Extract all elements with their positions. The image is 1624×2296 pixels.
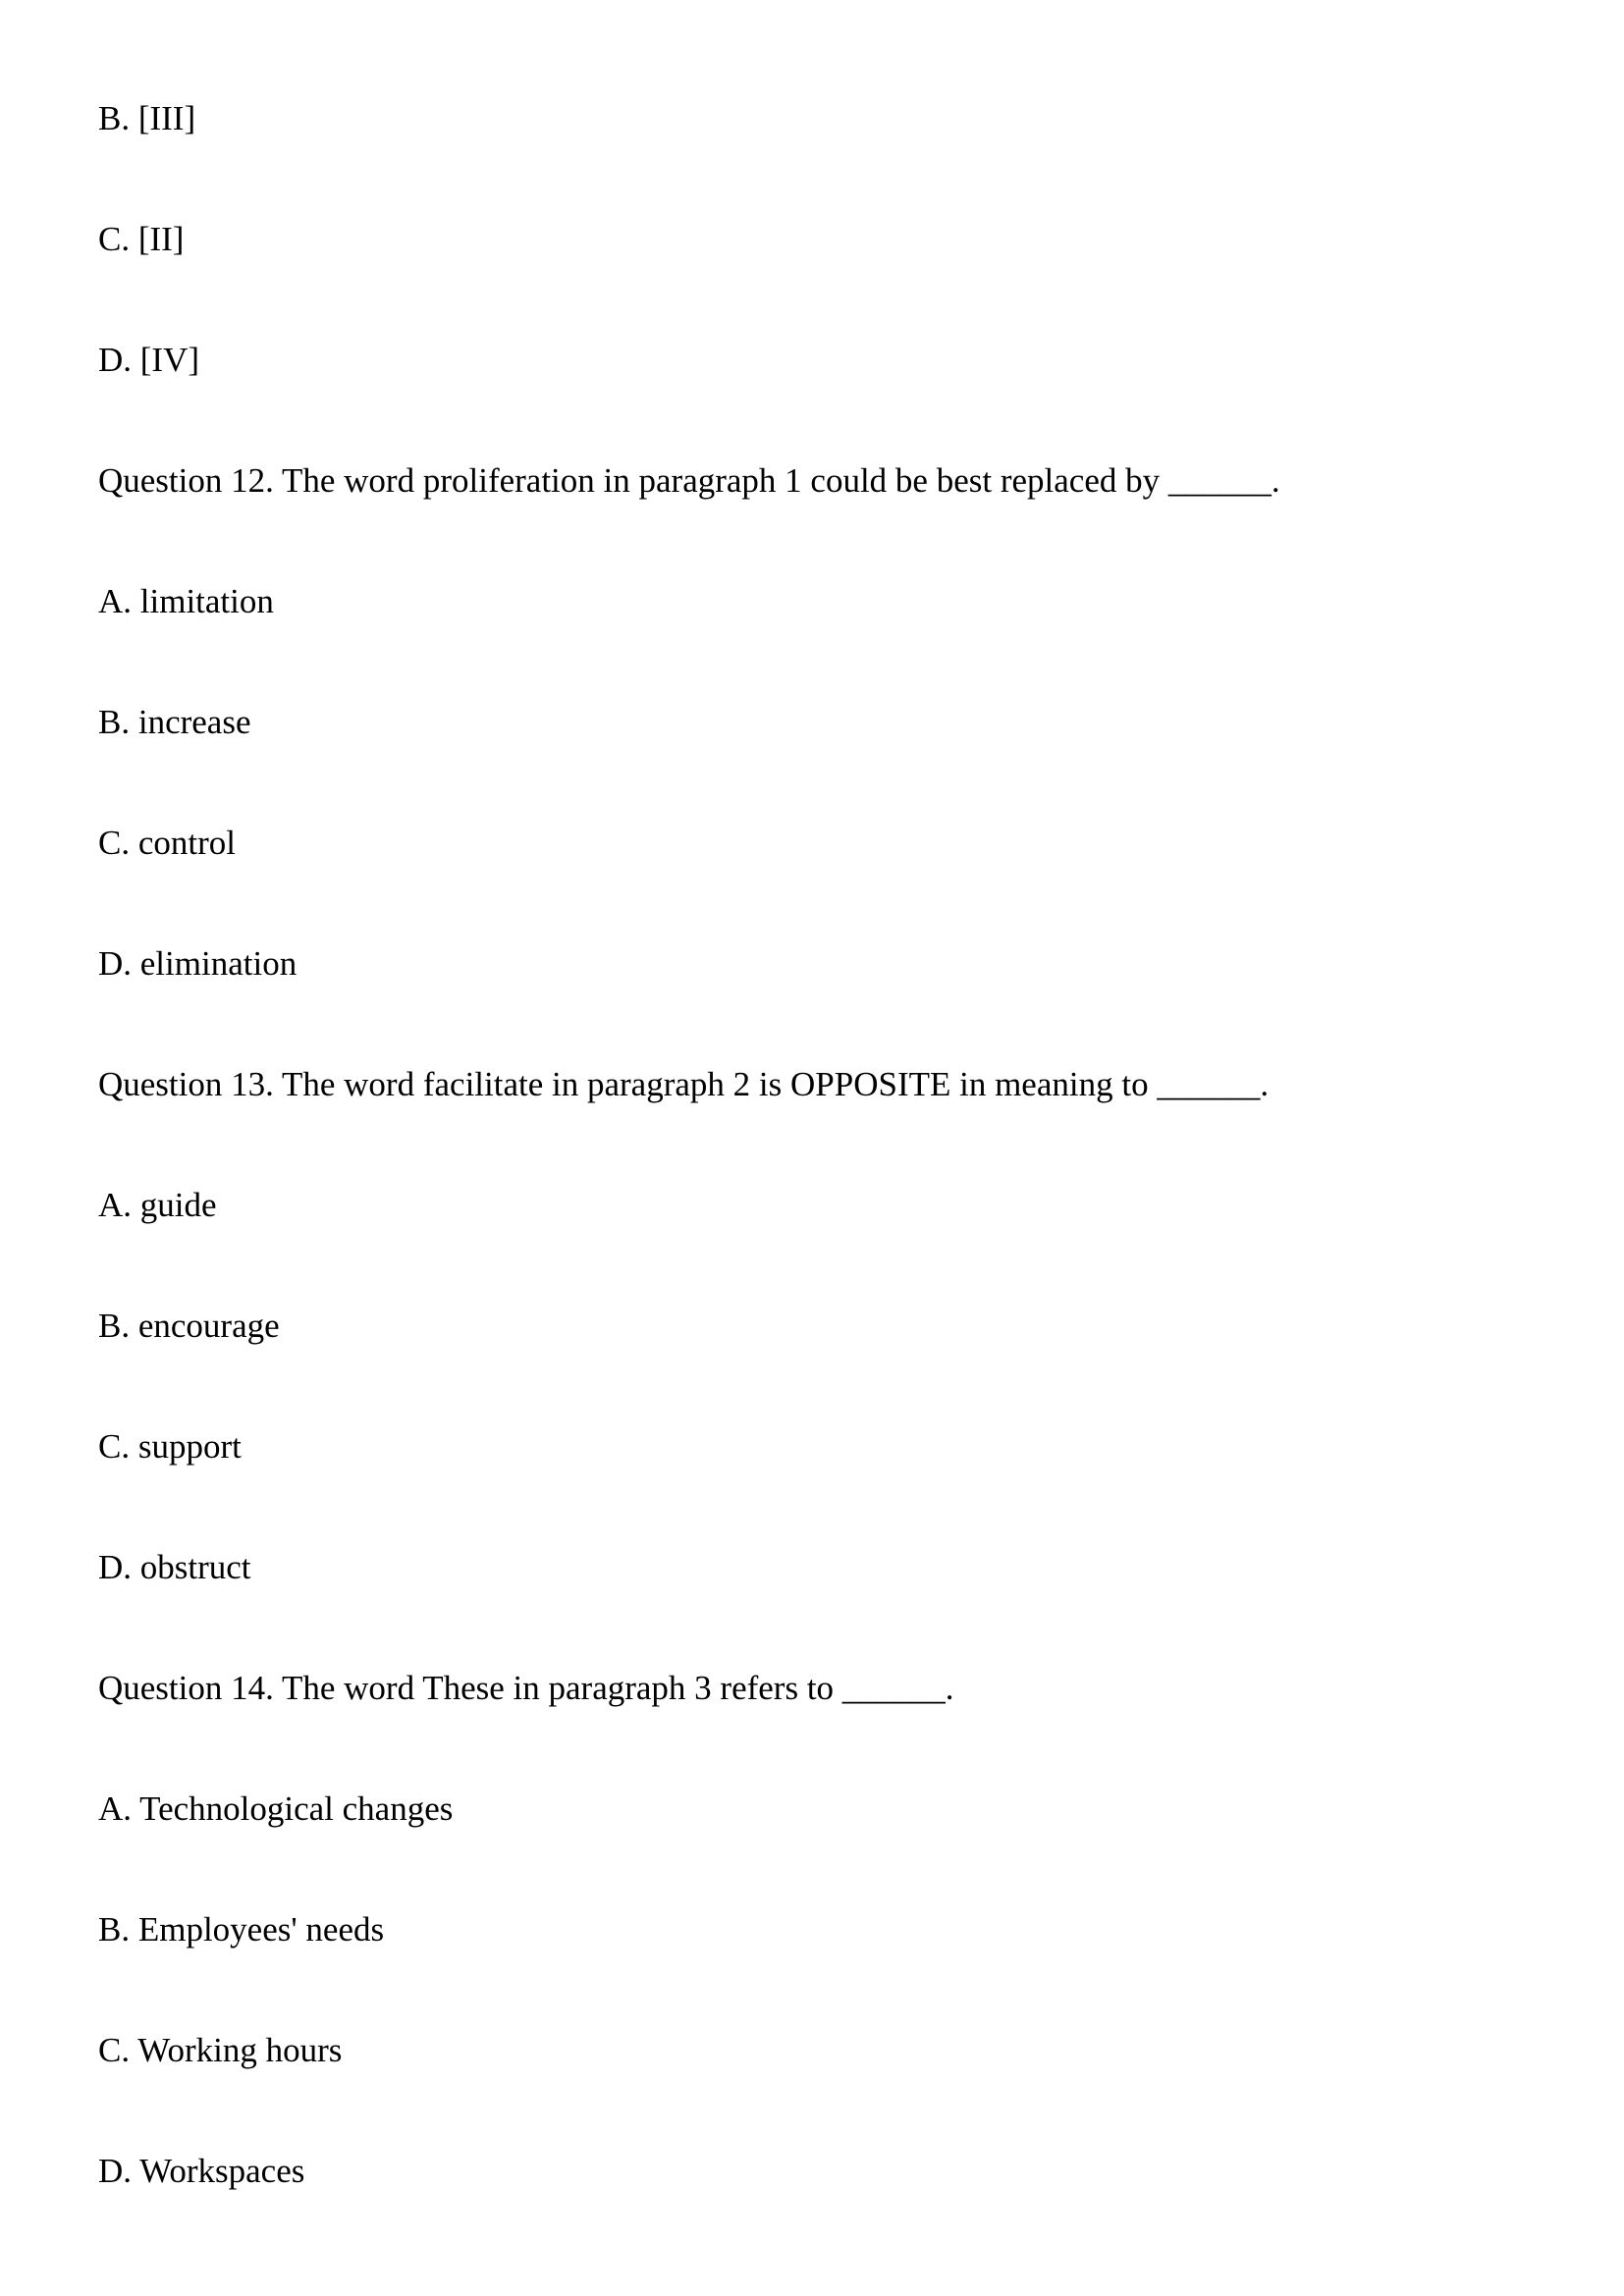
q11-option-c: C. [II] <box>98 220 185 258</box>
q14-option-b: B. Employees' needs <box>98 1910 385 1949</box>
q13-option-d: D. obstruct <box>98 1548 251 1586</box>
q12-option-d: D. elimination <box>98 944 298 983</box>
q12-option-c: C. control <box>98 824 236 862</box>
q14-option-c: C. Working hours <box>98 2031 343 2069</box>
q12-stem: Question 12. The word proliferation in paragraph 1 could be best replaced by ______. <box>98 461 1280 500</box>
q13-option-a: A. guide <box>98 1186 217 1224</box>
q14-option-d: D. Workspaces <box>98 2152 305 2190</box>
q12-option-b: B. increase <box>98 703 251 741</box>
q12-option-a: A. limitation <box>98 582 274 620</box>
q11-option-d: D. [IV] <box>98 341 200 379</box>
q13-option-b: B. encourage <box>98 1307 280 1345</box>
q14-stem: Question 14. The word These in paragraph 3 refers to ______. <box>98 1669 954 1707</box>
q14-option-a: A. Technological changes <box>98 1789 454 1828</box>
q13-option-c: C. support <box>98 1427 242 1466</box>
q13-stem: Question 13. The word facilitate in paragraph 2 is OPPOSITE in meaning to ______. <box>98 1065 1270 1103</box>
q11-option-b: B. [III] <box>98 99 196 137</box>
